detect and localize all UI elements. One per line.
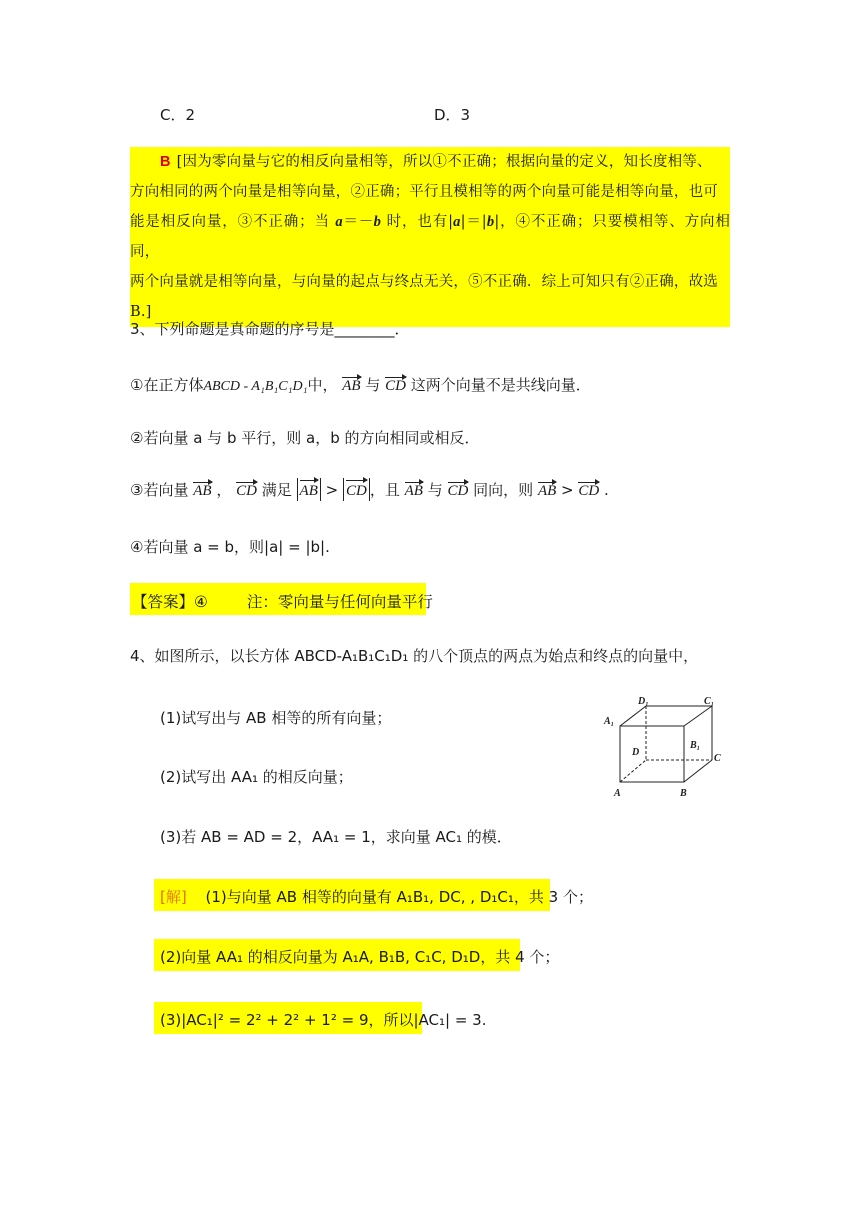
q3-proposition-1: ①在正方体ABCD - A₁B₁C₁D₁中， AB 与 CD 这两个向量不是共线向量． bbox=[130, 376, 591, 394]
option-d: D．3 bbox=[434, 106, 471, 124]
q4-sub-1: (1)试写出与 AB 相等的所有向量； bbox=[160, 709, 392, 727]
q3-proposition-3: ③若向量 AB ， CD 满足 AB > CD ，且 AB 与 CD 同向，则 AB > CD . bbox=[130, 478, 609, 501]
q3-proposition-2: ②若向量 a 与 b 平行，则 a，b 的方向相同或相反． bbox=[130, 429, 480, 447]
q4-solution-1: [解] (1)与向量 AB 相等的向量有 A₁B₁, DC, , D₁C₁，共 3 个； bbox=[160, 888, 593, 906]
q4-sub-2: (2)试写出 AA₁ 的相反向量； bbox=[160, 768, 353, 786]
q2-answer-line1: [因为零向量与它的相反向量相等，所以①不正确；根据向量的定义，知长度相等、 bbox=[176, 154, 712, 170]
q3-stem: 3、下列命题是真命题的序号是________． bbox=[130, 320, 410, 338]
q2-answer-label: B bbox=[160, 154, 171, 170]
fig-label-b: B bbox=[680, 788, 687, 799]
q3-proposition-4: ④若向量 a = b，则|a| = |b|. bbox=[130, 538, 330, 556]
fig-label-b1: B₁ bbox=[690, 740, 701, 751]
q4-sub-3: (3)若 AB = AD = 2，AA₁ = 1，求向量 AC₁ 的模． bbox=[160, 828, 512, 846]
q4-stem: 4、如图所示，以长方体 ABCD-A₁B₁C₁D₁ 的八个顶点的两点为始点和终点的向量中， bbox=[130, 647, 699, 665]
fig-label-a: A bbox=[614, 788, 621, 799]
q3-answer-label: 【答案】④ bbox=[132, 593, 208, 611]
fig-label-c1: C₁ bbox=[704, 696, 715, 707]
q3-answer-note: 注：零向量与任何向量平行 bbox=[246, 593, 433, 611]
fig-label-d1: D₁ bbox=[638, 696, 649, 707]
q2-answer-line4: 两个向量就是相等向量，与向量的起点与终点无关，⑤不正确．综上可知只有②正确，故选 bbox=[130, 274, 718, 290]
fig-label-d: D bbox=[632, 747, 640, 758]
q2-answer-block: B [因为零向量与它的相反向量相等，所以①不正确；根据向量的定义，知长度相等、 方向相同的两个向量是相等向量，②正确；平行且模相等的两个向量可能是相等向量，也可 能是相反向量，③不正确；当 a＝－b 时，也有|a|＝|b|，④不正确；只要模相等、方向相同， 两个向量就是相等向量，与向量的起点与终点无关，⑤不正确．综上可知只有②正确，故选 B.] bbox=[130, 147, 730, 327]
option-c: C．2 bbox=[160, 106, 196, 124]
q2-answer-line3a: 能是相反向量，③不正确；当 bbox=[130, 214, 330, 230]
q4-solution-label: [解] bbox=[160, 888, 187, 906]
fig-label-a1: A₁ bbox=[604, 716, 615, 727]
cuboid-figure bbox=[600, 694, 730, 806]
q2-answer-line5: B.] bbox=[130, 304, 152, 320]
q2-answer-line2: 方向相同的两个向量是相等向量，②正确；平行且模相等的两个向量可能是相等向量，也可 bbox=[130, 184, 718, 200]
q2-answer-line3b: 时，也有 bbox=[386, 214, 449, 230]
q2-answer-line3c: ，④不正确；只要模相等、方向相同， bbox=[130, 214, 731, 260]
q4-solution-3: (3)|AC₁|² = 2² + 2² + 1² = 9，所以|AC₁| = 3. bbox=[160, 1011, 487, 1029]
q4-solution-2: (2)向量 AA₁ 的相反向量为 A₁A, B₁B, C₁C, D₁D，共 4 个； bbox=[160, 948, 560, 966]
fig-label-c: C bbox=[714, 753, 721, 764]
q3-answer bbox=[132, 590, 433, 612]
